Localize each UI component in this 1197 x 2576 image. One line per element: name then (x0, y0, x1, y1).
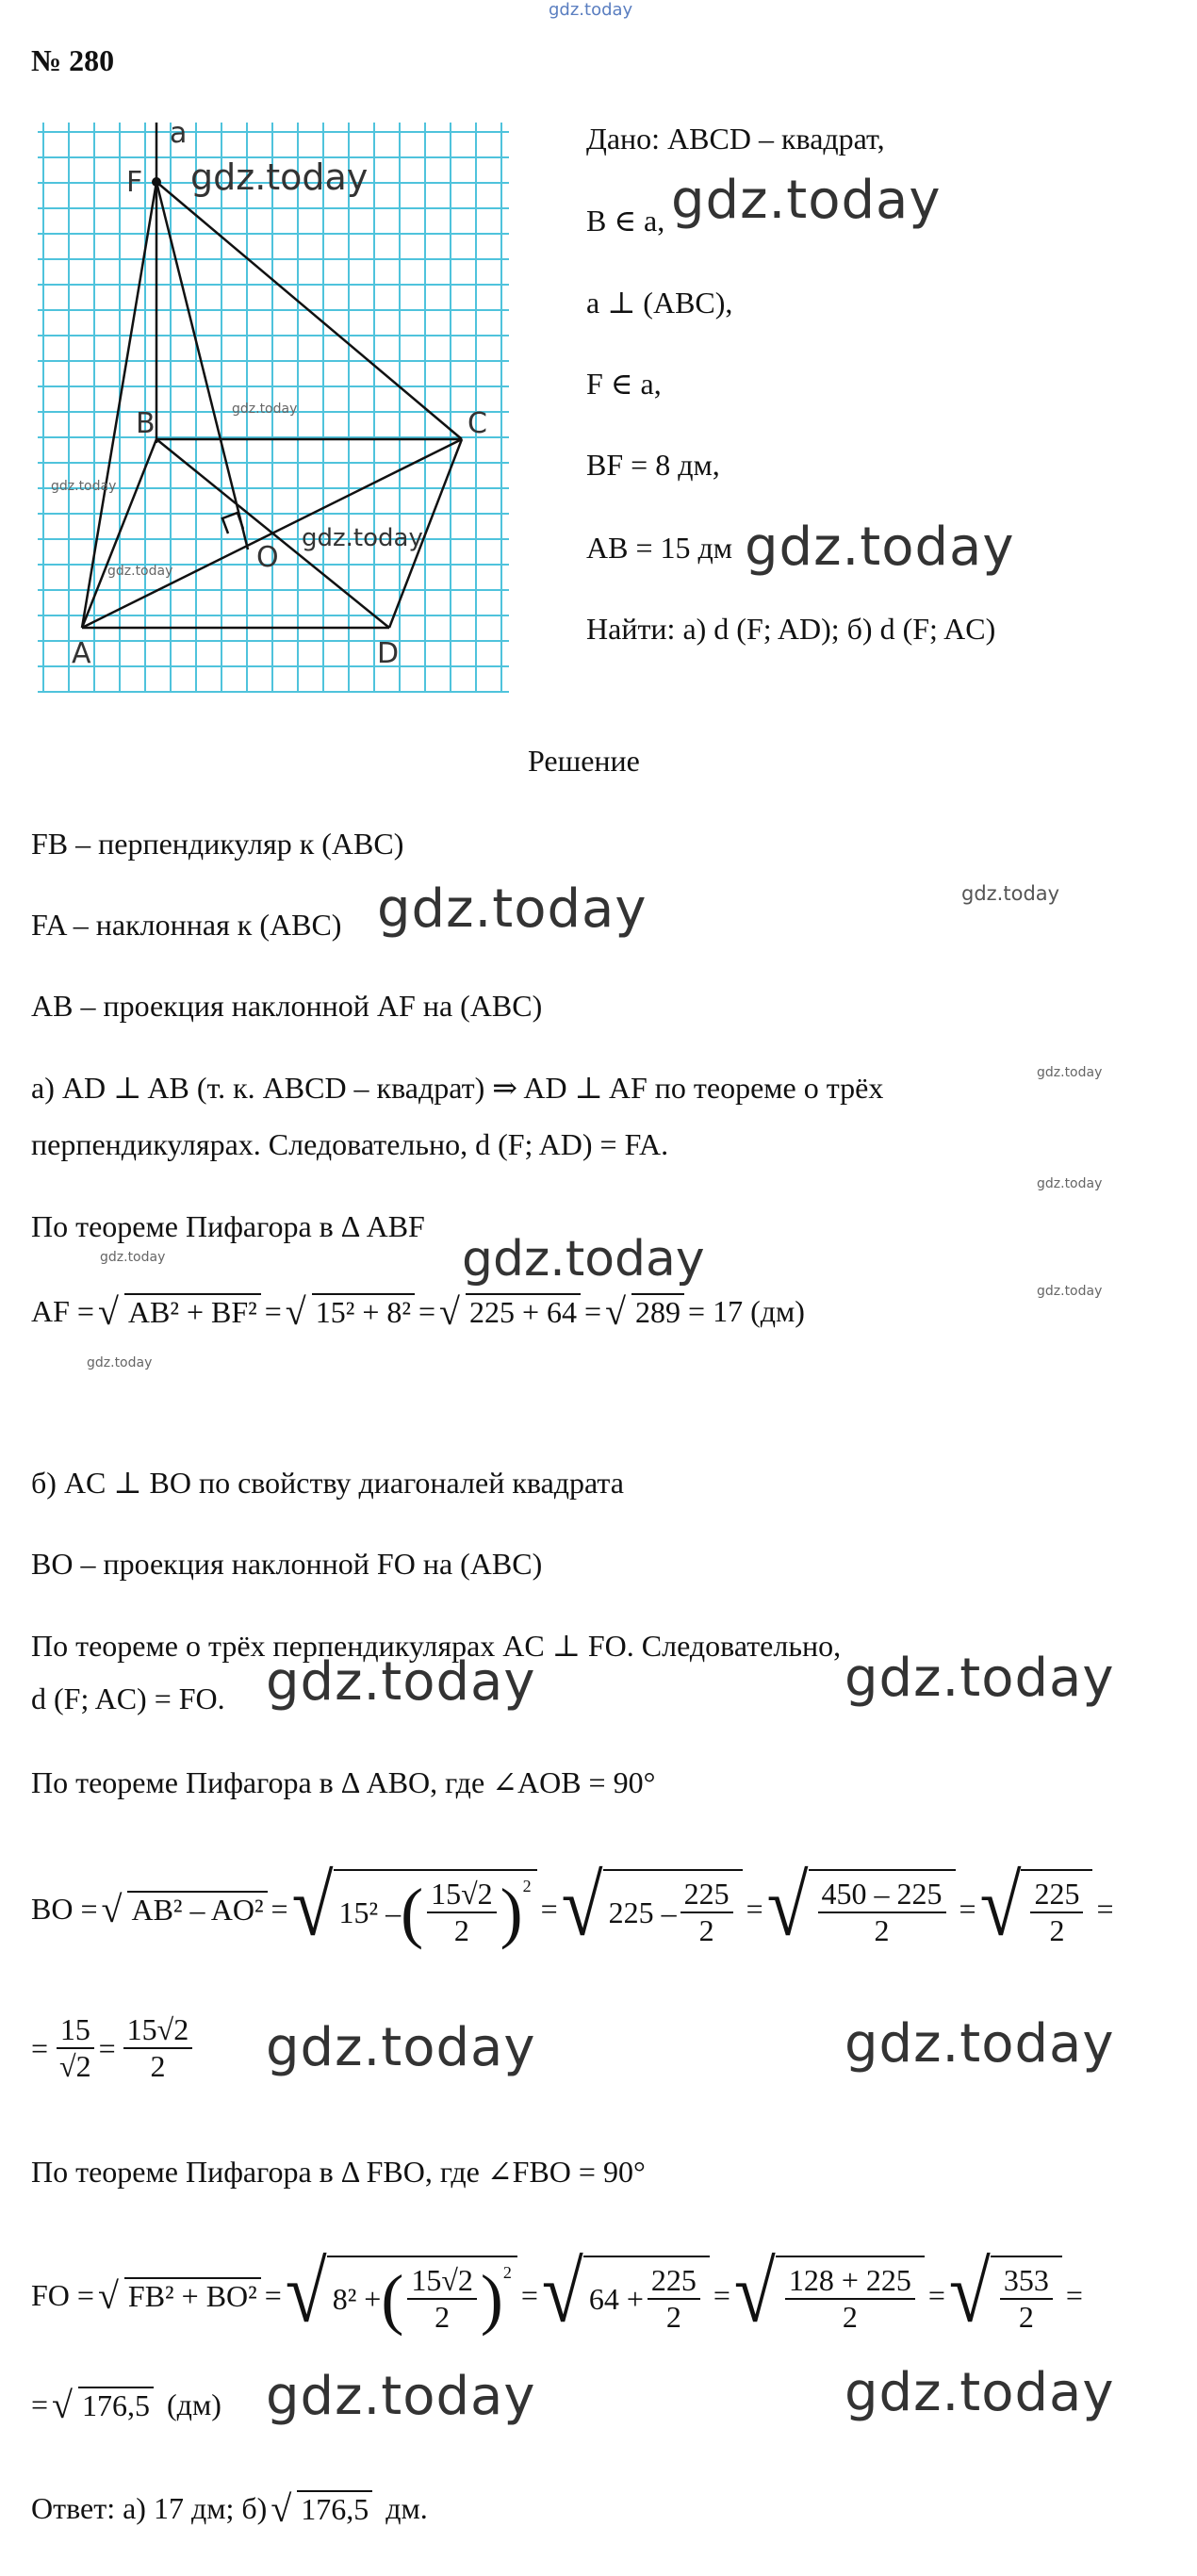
formula-bo-2 (31, 1996, 196, 2100)
bo-sqrt-1: AB² – AO² (127, 1891, 267, 1928)
bo-lhs: BO = (31, 1891, 98, 1926)
bo-eq: = (271, 1891, 288, 1926)
bo2-frac-den: √2 (59, 2049, 91, 2083)
bo-pow: 2 (522, 1877, 532, 1895)
bo-frac-num: 450 – 225 (818, 1877, 946, 1913)
bo-sqrt-3 (561, 1859, 743, 1955)
sqrt-icon: √ (101, 1887, 123, 1930)
solution-line-12: По теореме Пифагора в Δ FBO, где ∠FBO = 90° (31, 2155, 646, 2189)
fo-lhs: FO = (31, 2277, 94, 2312)
bo-sqrt-4 (766, 1859, 956, 1955)
sqrt-icon: √ (97, 2273, 119, 2317)
label-b: B (136, 407, 156, 440)
sqrt-icon: √ (541, 2245, 583, 2341)
answer (31, 2486, 432, 2531)
af-result: = 17 (дм) (688, 1294, 805, 1328)
sqrt-icon: √ (271, 2487, 292, 2530)
fo-tail: = (1065, 2277, 1083, 2312)
bo-tail: = (1096, 1891, 1114, 1926)
sqrt-icon: √ (97, 1290, 119, 1333)
bo2-frac-num: 15√2 (123, 2012, 193, 2049)
sqrt-icon: √ (561, 1859, 603, 1955)
label-a-point: A (72, 637, 91, 670)
given-line-2: B ∈ a, (586, 204, 665, 238)
solution-line-8: BO – проекция наклонной FO на (ABC) (31, 1547, 543, 1581)
fo-frac-den: 2 (665, 2300, 681, 2334)
watermark: gdz.today (232, 402, 298, 417)
given-line-5: BF = 8 дм, (586, 448, 720, 482)
sqrt-icon: √ (766, 1859, 809, 1955)
answer-prefix: Ответ: а) 17 дм; б) (31, 2491, 268, 2525)
watermark: gdz.today (266, 2017, 536, 2078)
bo2-eq: = (98, 2030, 116, 2065)
watermark: gdz.today (844, 1648, 1115, 1709)
af-sqrt-2: 15² + 8² (312, 1293, 415, 1330)
solution-line-4: а) AD ⊥ AB (т. к. ABCD – квадрат) ⇒ AD ⊥ AF по теореме о трёх (31, 1071, 884, 1105)
fo-frac-den: 2 (842, 2300, 858, 2334)
point-f (152, 177, 161, 187)
fo2-unit: (дм) (167, 2387, 221, 2421)
bo-eq: = (540, 1891, 558, 1926)
af-sqrt-4: 289 (631, 1293, 684, 1330)
sqrt-icon: √ (733, 2245, 776, 2341)
watermark: gdz.today (1037, 1065, 1103, 1080)
solution-line-5: перпендикулярах. Следовательно, d (F; AD) = FA. (31, 1127, 669, 1161)
solution-line-7: б) AC ⊥ BO по свойству диагоналей квадрата (31, 1466, 624, 1500)
watermark: gdz.today (745, 517, 1015, 578)
given-line-4: F ∈ a, (586, 367, 662, 401)
watermark: gdz.today (51, 479, 117, 494)
af-lhs: AF = (31, 1294, 94, 1328)
fo-eq: = (520, 2277, 538, 2312)
watermark: gdz.today (266, 1651, 536, 1713)
watermark: gdz.today (1037, 1176, 1103, 1191)
geometry-figure (38, 117, 509, 697)
solution-title: Решение (528, 744, 640, 778)
fo-frac-den: 2 (1018, 2300, 1034, 2334)
bo-term-2: 225 – (608, 1895, 677, 1929)
label-a: a (170, 117, 188, 150)
fo-frac-num: 128 + 225 (785, 2263, 915, 2300)
af-eq-1: = (264, 1294, 282, 1328)
fo-frac-num: 15√2 (407, 2263, 477, 2300)
fo-frac-den: 2 (435, 2300, 451, 2334)
bo-sqrt-2: √ 15² – ( $\frac{15√2}{2}$ ) $^2$ (292, 1869, 537, 1948)
fo-eq: = (264, 2277, 282, 2312)
bo-frac-den: 2 (698, 1913, 714, 1947)
watermark: gdz.today (302, 524, 423, 552)
fo-term-1: 8² + (332, 2281, 382, 2316)
fo-frac-num: 225 (648, 2263, 700, 2300)
label-o: O (256, 541, 279, 574)
label-d: D (377, 637, 400, 670)
fo-sqrt-2: √ 8² + ( $\frac{15√2}{2}$ ) $^2$ (286, 2256, 517, 2335)
watermark: gdz.today (87, 1355, 153, 1370)
fo-sqrt-1: FB² + BO² (124, 2277, 261, 2314)
problem-number: № 280 (31, 43, 115, 77)
answer-sqrt: 176,5 (297, 2490, 372, 2527)
solution-line-10: d (F; AC) = FO. (31, 1682, 225, 1715)
sqrt-icon: √ (52, 2384, 73, 2426)
af-sqrt-1: AB² + BF² (124, 1293, 261, 1330)
fo-sqrt-4 (733, 2245, 925, 2341)
watermark: gdz.today (190, 156, 369, 198)
bo-eq: = (959, 1891, 976, 1926)
watermark: gdz.today (844, 2013, 1115, 2075)
fo-frac-num: 353 (1000, 2263, 1053, 2300)
formula-bo (31, 1847, 1118, 1970)
fo-term-2: 64 + (588, 2281, 644, 2316)
bo-frac-den: 2 (1049, 1913, 1065, 1947)
fo-eq: = (927, 2277, 945, 2312)
watermark: gdz.today (377, 878, 648, 940)
fo-pow: 2 (502, 2263, 512, 2282)
label-c: C (467, 407, 487, 440)
sqrt-icon: √ (948, 2245, 991, 2341)
formula-fo-2 (31, 2383, 225, 2427)
af-sqrt-3: 225 + 64 (466, 1293, 581, 1330)
fo-eq: = (713, 2277, 730, 2312)
watermark: gdz.today (462, 1231, 705, 1288)
bo2-eq: = (31, 2030, 49, 2065)
fo2-sqrt: 176,5 (78, 2387, 154, 2423)
watermark: gdz.today (107, 564, 173, 579)
solution-line-6: По теореме Пифагора в Δ ABF (31, 1209, 425, 1243)
sqrt-icon: √ (285, 1290, 306, 1333)
bo-frac-num: 225 (680, 1877, 733, 1913)
answer-unit: дм. (385, 2491, 428, 2525)
fo-sqrt-5 (948, 2245, 1062, 2341)
given-line-3: a ⊥ (ABC), (586, 286, 733, 320)
given-line-1: Дано: ABCD – квадрат, (586, 122, 885, 156)
bo-frac-num: 225 (1030, 1877, 1083, 1913)
formula-fo (31, 2234, 1087, 2356)
sqrt-icon: √ (291, 1859, 334, 1955)
fo-sqrt-3 (541, 2245, 710, 2341)
af-eq-3: = (584, 1294, 602, 1328)
sqrt-icon: √ (605, 1290, 627, 1333)
watermark: gdz.today (100, 1250, 166, 1265)
bo2-frac-den: 2 (150, 2049, 166, 2083)
solution-line-11: По теореме Пифагора в Δ ABO, где ∠AOB = 90° (31, 1765, 656, 1799)
bo-frac-den: 2 (453, 1913, 469, 1947)
solution-line-9: По теореме о трёх перпендикулярах AC ⊥ FO. Следовательно, (31, 1629, 842, 1663)
given-find: Найти: а) d (F; AD); б) d (F; AC) (586, 612, 996, 646)
formula-af (31, 1289, 809, 1334)
watermark: gdz.today (266, 2366, 536, 2427)
solution-line-1: FB – перпендикуляр к (ABC) (31, 827, 404, 861)
site-link[interactable]: gdz.today (549, 0, 633, 20)
bo2-frac-num: 15 (57, 2012, 94, 2049)
watermark: gdz.today (961, 882, 1060, 905)
watermark: gdz.today (671, 170, 942, 231)
sqrt-icon: √ (285, 2245, 327, 2341)
fo2-eq: = (31, 2387, 49, 2421)
sqrt-icon: √ (439, 1290, 460, 1333)
bo-frac-num: 15√2 (427, 1877, 497, 1913)
watermark: gdz.today (1037, 1284, 1103, 1299)
solution-line-3: AB – проекция наклонной AF на (ABC) (31, 989, 543, 1023)
sqrt-icon: √ (979, 1859, 1022, 1955)
bo-sqrt-5 (979, 1859, 1093, 1955)
given-line-6: AB = 15 дм (586, 531, 733, 565)
af-eq-2: = (418, 1294, 436, 1328)
bo-term-1: 15² – (338, 1895, 402, 1929)
solution-line-2: FA – наклонная к (ABC) (31, 908, 342, 942)
bo-eq: = (746, 1891, 763, 1926)
bo-frac-den: 2 (874, 1913, 890, 1947)
label-f: F (126, 166, 143, 199)
watermark: gdz.today (844, 2362, 1115, 2423)
